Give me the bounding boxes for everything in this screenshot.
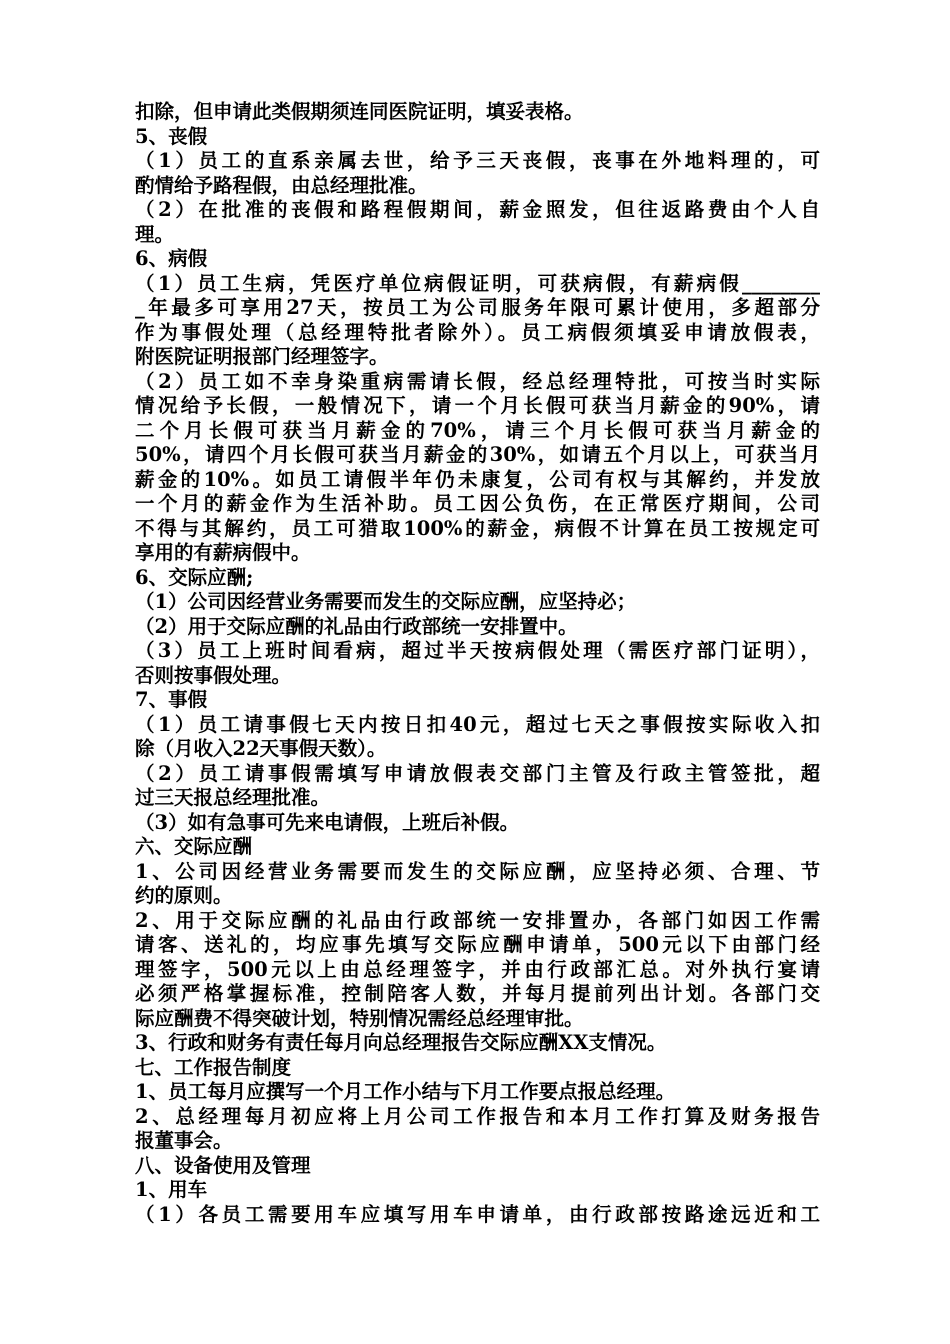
text-line: 情况给予长假，一般情况下，请一个月长假可获当月薪金的90%，请 xyxy=(135,394,820,417)
text-line: 八、设备使用及管理 xyxy=(135,1153,311,1177)
text-line: 际应酬费不得突破计划，特别情况需经总经理审批。 xyxy=(135,1006,584,1030)
text-line: 报董事会。 xyxy=(135,1129,233,1152)
text-line: 薪金的10%。如员工请假半年仍未康复，公司有权与其解约，并发放 xyxy=(135,467,820,491)
text-line: 5、丧假 xyxy=(135,124,208,148)
text-line: 一个月的薪金作为生活补助。员工因公负伤，在正常医疗期间，公司 xyxy=(135,492,820,515)
text-line: 附医院证明报部门经理签字。 xyxy=(135,345,389,368)
text-line: 2、总经理每月初应将上月公司工作报告和本月工作打算及财务报告 xyxy=(135,1104,820,1128)
text-line: （2）员工请事假需填写申请放假表交部门主管及行政主管签批，超 xyxy=(135,761,820,785)
text-line: 否则按事假处理。 xyxy=(135,663,292,687)
text-line: 50%，请四个月长假可获当月薪金的30%，如请五个月以上，可获当月 xyxy=(135,443,820,466)
text-line: 享用的有薪病假中。 xyxy=(135,541,311,564)
text-line: 酌情给予路程假，由总经理批准。 xyxy=(135,173,428,197)
text-line: 请客、送礼的，均应事先填写交际应酬申请单，500元以下由部门经 xyxy=(135,933,820,956)
text-line: （3）如有急事可先来电请假，上班后补假。 xyxy=(135,810,520,834)
text-line: 3、行政和财务有责任每月向总经理报告交际应酬XX支情况。 xyxy=(135,1031,667,1054)
document-body xyxy=(135,100,820,1227)
text-line: 扣除，但申请此类假期须连同医院证明，填妥表格。 xyxy=(135,100,584,123)
text-line: 必须严格掌握标准，控制陪客人数，并每月提前列出计划。各部门交 xyxy=(135,982,820,1005)
text-line: （2）用于交际应酬的礼品由行政部统一安排置中。 xyxy=(135,614,578,638)
text-line: 1、公司因经营业务需要而发生的交际应酬，应坚持必须、合理、节 xyxy=(135,859,820,883)
text-line: （1）员工请事假七天内按日扣40元，超过七天之事假按实际收入扣 xyxy=(135,712,820,736)
text-line: 不得与其解约，员工可猎取100%的薪金，病假不计算在员工按规定可 xyxy=(135,516,820,540)
text-line: 2、用于交际应酬的礼品由行政部统一安排置办，各部门如因工作需 xyxy=(135,908,820,932)
text-line: 作为事假处理（总经理特批者除外）。员工病假须填妥申请放假表， xyxy=(135,320,820,344)
text-line: （2）员工如不幸身染重病需请长假，经总经理特批，可按当时实际 xyxy=(135,369,820,393)
text-line: 理。 xyxy=(135,222,175,246)
text-line: 理签字，500元以上由总经理签字，并由行政部汇总。对外执行宴请 xyxy=(135,957,820,981)
text-line: （3）员工上班时间看病，超过半天按病假处理（需医疗部门证明）， xyxy=(135,639,820,662)
text-line: 过三天报总经理批准。 xyxy=(135,786,331,809)
text-line: （1）公司因经营业务需要而发生的交际应酬，应坚持必； xyxy=(135,590,637,613)
text-line: 六、交际应酬 xyxy=(135,835,253,858)
text-line: （1）员工的直系亲属去世，给予三天丧假，丧事在外地料理的，可 xyxy=(135,149,820,172)
text-line: 1、用车 xyxy=(135,1178,208,1201)
text-line: _年最多可享用27天，按员工为公司服务年限可累计使用，多超部分 xyxy=(135,296,820,319)
text-line: 七、工作报告制度 xyxy=(135,1055,292,1079)
text-line: 二个月长假可获当月薪金的70%，请三个月长假可获当月薪金的 xyxy=(135,418,820,442)
text-line: （1）员工生病，凭医疗单位病假证明，可获病假，有薪病假________ xyxy=(135,271,820,295)
text-line: 约的原则。 xyxy=(135,884,233,907)
text-line: 除（月收入22天事假天数）。 xyxy=(135,737,387,760)
text-line: 6、病假 xyxy=(135,247,208,270)
text-line: 6、交际应酬; xyxy=(135,565,254,589)
text-line: 1、员工每月应撰写一个月工作小结与下月工作要点报总经理。 xyxy=(135,1080,676,1103)
text-line: 7、事假 xyxy=(135,688,208,711)
text-line: （1）各员工需要用车应填写用车申请单，由行政部按路途远近和工 xyxy=(135,1202,820,1226)
text-line: （2）在批准的丧假和路程假期间，薪金照发，但往返路费由个人自 xyxy=(135,198,820,221)
